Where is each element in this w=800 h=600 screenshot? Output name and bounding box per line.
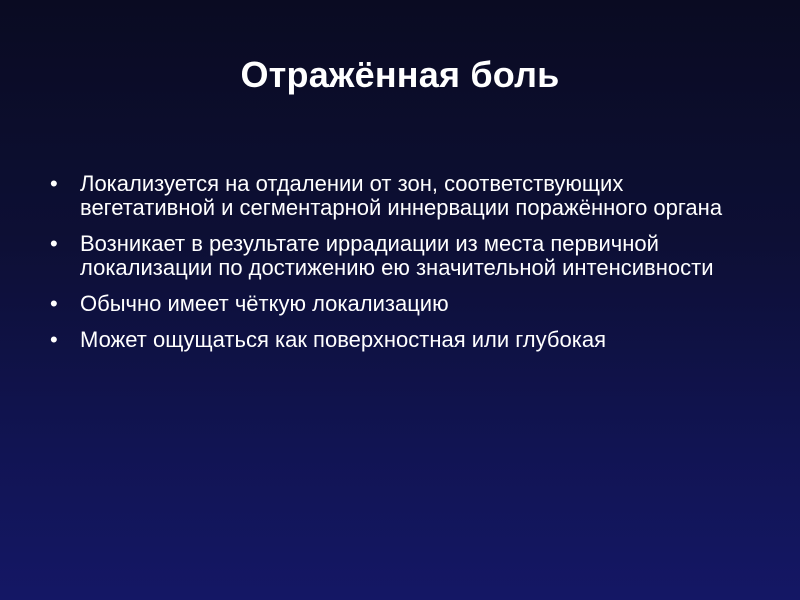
bullet-text: Возникает в результате иррадиации из места первичной локализации по достижению ею значительной интенсивности bbox=[80, 231, 714, 280]
slide-title: Отражённая боль bbox=[240, 54, 560, 95]
bullet-dot: • bbox=[50, 171, 58, 196]
bullet-text: Обычно имеет чёткую локализацию bbox=[80, 291, 449, 316]
bullet-item bbox=[48, 172, 748, 220]
bullet-item bbox=[48, 232, 748, 280]
bullet-item bbox=[48, 328, 748, 352]
bullet-text: Локализуется на отдалении от зон, соответствующих вегетативной и сегментарной иннервации поражённого органа bbox=[80, 171, 723, 220]
bullet-item bbox=[48, 292, 748, 316]
bullet-text: Может ощущаться как поверхностная или глубокая bbox=[80, 327, 606, 352]
bullet-list bbox=[48, 172, 748, 364]
bullet-dot: • bbox=[50, 231, 58, 256]
bullet-dot: • bbox=[50, 327, 58, 352]
bullet-dot: • bbox=[50, 291, 58, 316]
